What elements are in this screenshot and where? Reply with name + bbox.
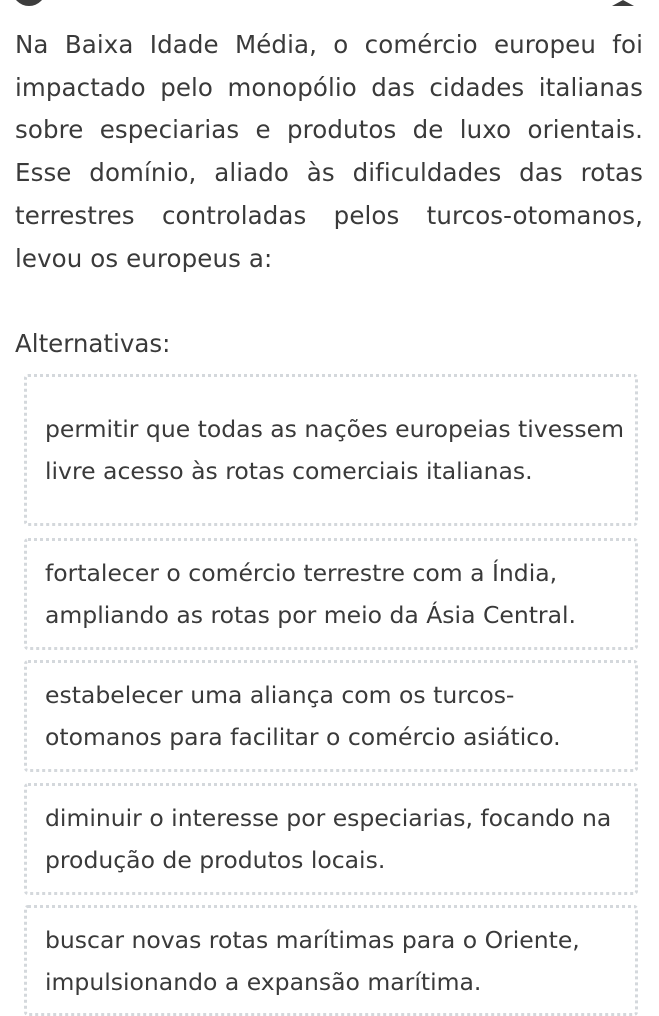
alternative-option-4-text: diminuir o interesse por especiarias, focando na produção de produtos locais. <box>45 804 612 874</box>
alternatives-heading: Alternativas: <box>15 329 171 358</box>
alternative-option-3-text: estabelecer uma aliança com os turcos-otomanos para facilitar o comércio asiático. <box>45 681 561 751</box>
question-number-badge-icon <box>12 0 46 6</box>
alternative-option-5-text: buscar novas rotas marítimas para o Oriente, impulsionando a expansão marítima. <box>45 925 580 996</box>
alternative-option-2[interactable] <box>24 538 638 650</box>
alternative-option-2-text: fortalecer o comércio terrestre com a Índia, ampliando as rotas por meio da Ásia Central. <box>45 559 576 629</box>
alternative-option-1[interactable] <box>24 374 638 526</box>
alternative-option-3[interactable] <box>24 660 638 772</box>
alternative-option-1-text: permitir que todas as nações europeias tivessem livre acesso às rotas comerciais italianas. <box>45 415 624 485</box>
alternative-option-5[interactable] <box>24 905 638 1016</box>
question-text: Na Baixa Idade Média, o comércio europeu foi impactado pelo monopólio das cidades italianas sobre especiarias e produtos de luxo orientais. Esse domínio, aliado às dificuldades das rotas terrestres controladas pelos turcos-otomanos, levou os europeus a: <box>15 30 643 273</box>
alternative-option-4[interactable] <box>24 783 638 895</box>
report-icon[interactable] <box>612 0 634 6</box>
